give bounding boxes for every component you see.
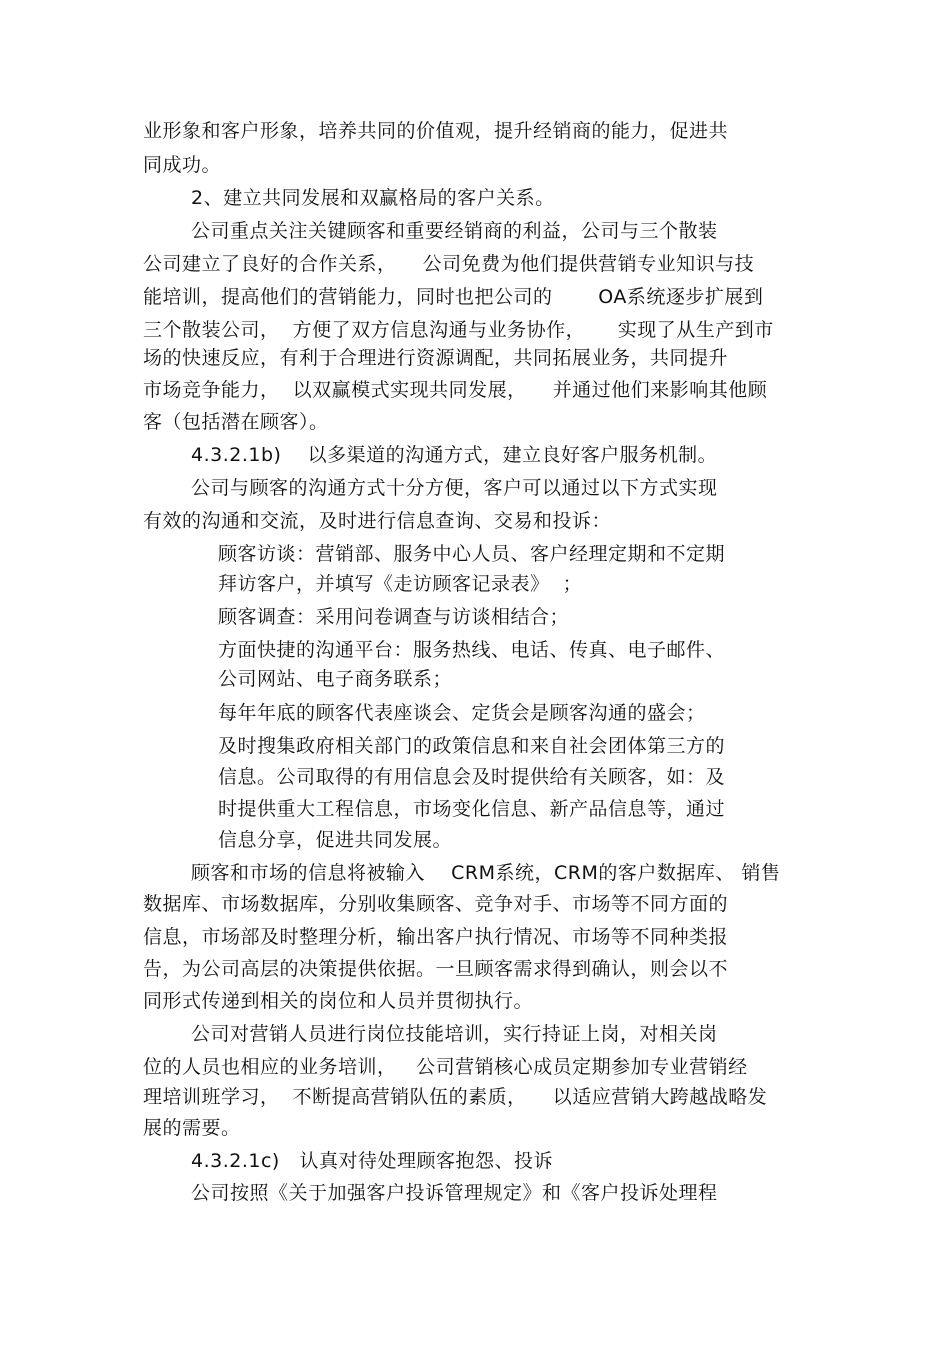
section-heading: 4.3.2.1b) 以多渠道的沟通方式，建立良好客户服务机制。 bbox=[191, 444, 718, 466]
text-line: 公司与顾客的沟通方式十分方便，客户可以通过以下方式实现 bbox=[191, 477, 718, 499]
text-line: 同成功。 bbox=[143, 154, 222, 176]
list-item: 每年年底的顾客代表座谈会、定货会是顾客沟通的盛会； bbox=[218, 702, 706, 724]
text-line: 展的需要。 bbox=[143, 1117, 241, 1139]
text-line: 市场竞争能力， 以双赢模式实现共同发展， 并通过他们来影响其他顾 bbox=[143, 379, 768, 401]
list-item: 拜访客户，并填写《走访顾客记录表》 ； bbox=[218, 573, 583, 595]
list-item: 信息分享，促进共同发展。 bbox=[218, 829, 453, 851]
text-line: 信息，市场部及时整理分析，输出客户执行情况、市场等不同种类报 bbox=[143, 926, 729, 948]
text-line: 数据库、市场数据库，分别收集顾客、竞争对手、市场等不同方面的 bbox=[143, 893, 729, 915]
text-line: 三个散装公司， 方便了双方信息沟通与业务协作， 实现了从生产到市 bbox=[143, 319, 774, 341]
text-line: 顾客和市场的信息将被输入 CRM系统，CRM的客户数据库、 销售 bbox=[191, 862, 781, 884]
text-line: 能培训，提高他们的营销能力，同时也把公司的 OA系统逐步扩展到 bbox=[143, 286, 764, 308]
list-item: 顾客访谈：营销部、服务中心人员、客户经理定期和不定期 bbox=[218, 543, 726, 565]
text-line: 公司重点关注关键顾客和重要经销商的利益，公司与三个散装 bbox=[191, 220, 718, 242]
text-line: 位的人员也相应的业务培训， 公司营销核心成员定期参加专业营销经 bbox=[143, 1056, 748, 1078]
text-line: 理培训班学习， 不断提高营销队伍的素质， 以适应营销大跨越战略发 bbox=[143, 1086, 768, 1108]
list-item: 时提供重大工程信息，市场变化信息、新产品信息等，通过 bbox=[218, 798, 726, 820]
list-item: 方面快捷的沟通平台：服务热线、电话、传真、电子邮件、 bbox=[218, 639, 726, 661]
text-line: 场的快速反应，有利于合理进行资源调配，共同拓展业务，共同提升 bbox=[143, 347, 729, 369]
text-line: 同形式传递到相关的岗位和人员并贯彻执行。 bbox=[143, 990, 534, 1012]
list-item: 信息。公司取得的有用信息会及时提供给有关顾客，如：及 bbox=[218, 766, 726, 788]
text-line: 告，为公司高层的决策提供依据。一旦顾客需求得到确认，则会以不 bbox=[143, 958, 729, 980]
text-line: 有效的沟通和交流，及时进行信息查询、交易和投诉： bbox=[143, 510, 612, 532]
text-line: 客（包括潜在顾客）。 bbox=[143, 411, 329, 433]
text-line: 业形象和客户形象，培养共同的价值观，提升经销商的能力，促进共 bbox=[143, 120, 729, 142]
text-line: 公司按照《关于加强客户投诉管理规定》和《客户投诉处理程 bbox=[191, 1182, 718, 1204]
section-heading: 4.3.2.1c) 认真对待处理顾客抱怨、投诉 bbox=[191, 1150, 553, 1172]
text-line: 公司建立了良好的合作关系， 公司免费为他们提供营销专业知识与技 bbox=[143, 253, 755, 275]
text-line: 公司对营销人员进行岗位技能培训，实行持证上岗，对相关岗 bbox=[191, 1023, 718, 1045]
section-heading: 2、建立共同发展和双赢格局的客户关系。 bbox=[191, 187, 555, 209]
list-item: 公司网站、电子商务联系； bbox=[218, 668, 453, 690]
list-item: 顾客调查：采用问卷调查与访谈相结合； bbox=[218, 606, 570, 628]
list-item: 及时搜集政府相关部门的政策信息和来自社会团体第三方的 bbox=[218, 735, 726, 757]
